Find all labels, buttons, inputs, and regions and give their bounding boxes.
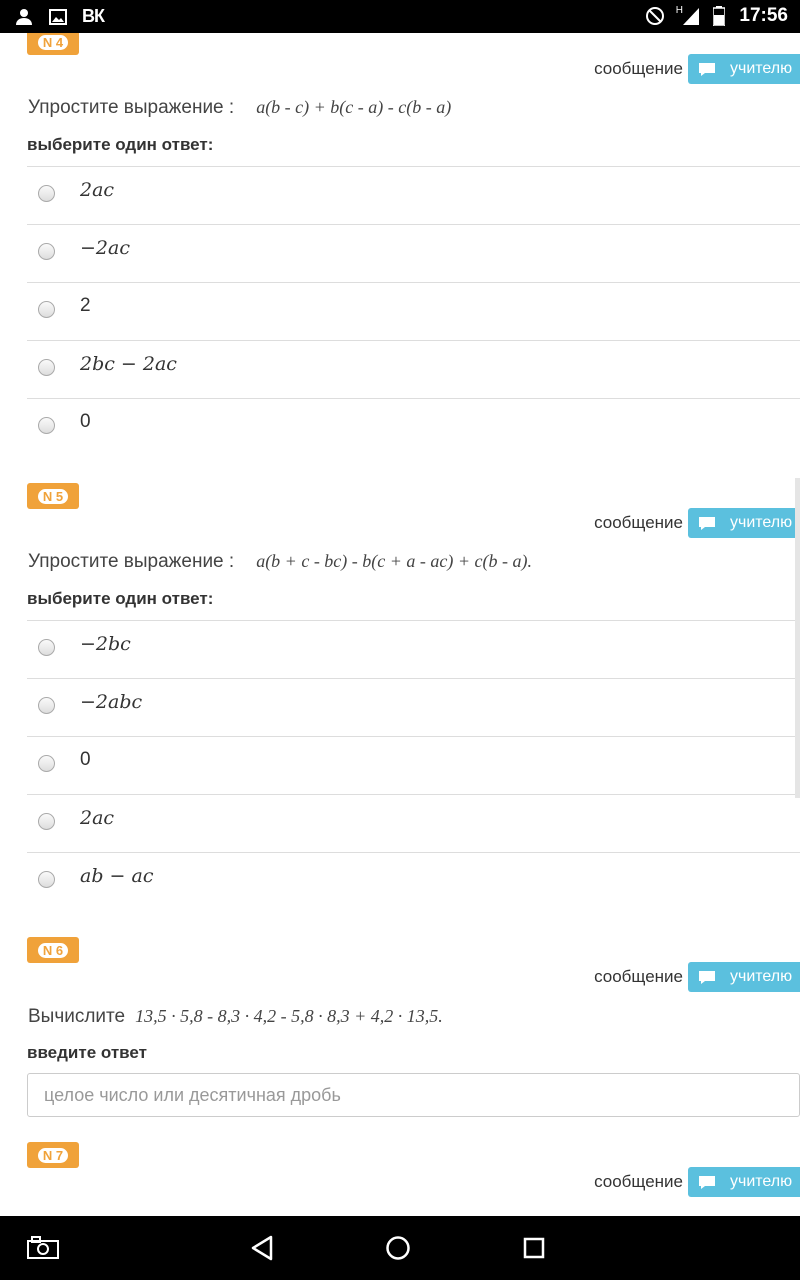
answer-option[interactable]: ab − ac xyxy=(27,852,800,910)
radio-button[interactable] xyxy=(38,755,55,772)
camera-icon[interactable] xyxy=(27,1232,59,1264)
status-bar xyxy=(0,0,800,33)
message-label: сообщение xyxy=(594,967,683,986)
answer-input[interactable] xyxy=(27,1073,800,1117)
quiz-content[interactable] xyxy=(0,33,800,1216)
radio-button[interactable] xyxy=(38,697,55,714)
network-type-label: H xyxy=(675,4,683,16)
task-expression: 13,5 · 5,8 - 8,3 · 4,2 - 5,8 · 8,3 + 4,2 · 13,5. xyxy=(135,1006,443,1026)
person-icon xyxy=(14,7,34,27)
radio-button[interactable] xyxy=(38,639,55,656)
back-icon[interactable] xyxy=(246,1232,278,1264)
choose-prompt: выберите один ответ: xyxy=(27,135,214,154)
question-number-badge: N 5 xyxy=(27,483,79,509)
answer-option[interactable]: −2ac xyxy=(27,224,800,282)
chat-bubble-icon xyxy=(698,62,716,76)
answer-option[interactable]: 0 xyxy=(27,736,800,794)
message-label: сообщение xyxy=(594,513,683,532)
radio-button[interactable] xyxy=(38,871,55,888)
task-text: Упростите выражение : a(b - c) + b(c - a) - c(b - a) xyxy=(28,97,452,118)
question-number-badge: N 6 xyxy=(27,937,79,963)
radio-button[interactable] xyxy=(38,185,55,202)
answer-prompt: введите ответ xyxy=(27,1043,147,1062)
task-expression: a(b - c) + b(c - a) - c(b - a) xyxy=(256,97,452,117)
answer-option[interactable]: 2 xyxy=(27,282,800,340)
message-teacher-row xyxy=(594,54,800,84)
scrollbar[interactable] xyxy=(795,478,800,798)
chat-bubble-icon xyxy=(698,516,716,530)
do-not-disturb-icon xyxy=(645,6,665,26)
signal-icon xyxy=(675,6,699,26)
choose-prompt: выберите один ответ: xyxy=(27,589,214,608)
chat-bubble-icon xyxy=(698,1175,716,1189)
message-teacher-row xyxy=(594,508,800,538)
answer-option[interactable]: −2abc xyxy=(27,678,800,736)
answer-options xyxy=(27,166,800,456)
vk-icon: ВК xyxy=(82,6,104,26)
answer-option[interactable]: 0 xyxy=(27,398,800,456)
message-teacher-button[interactable]: учителю xyxy=(688,508,800,538)
task-expression: a(b + c - bc) - b(c + a - ac) + c(b - a). xyxy=(256,551,533,571)
radio-button[interactable] xyxy=(38,417,55,434)
task-text: Упростите выражение : a(b + c - bc) - b(c + a - ac) + c(b - a). xyxy=(28,551,533,572)
message-teacher-button[interactable]: учителю xyxy=(688,1167,800,1197)
answer-option[interactable]: −2bc xyxy=(27,620,800,678)
message-teacher-button[interactable]: учителю xyxy=(688,962,800,992)
radio-button[interactable] xyxy=(38,813,55,830)
radio-button[interactable] xyxy=(38,243,55,260)
navigation-bar xyxy=(0,1216,800,1280)
answer-option[interactable]: 2bc − 2ac xyxy=(27,340,800,398)
image-icon xyxy=(48,7,68,27)
message-teacher-row xyxy=(594,1167,800,1197)
message-label: сообщение xyxy=(594,1172,683,1191)
message-teacher-row xyxy=(594,962,800,992)
question-number-badge: N 7 xyxy=(27,1142,79,1168)
radio-button[interactable] xyxy=(38,359,55,376)
recents-icon[interactable] xyxy=(518,1232,550,1264)
message-label: сообщение xyxy=(594,59,683,78)
message-teacher-button[interactable]: учителю xyxy=(688,54,800,84)
radio-button[interactable] xyxy=(38,301,55,318)
home-icon[interactable] xyxy=(382,1232,414,1264)
battery-icon xyxy=(709,6,729,26)
clock: 17:56 xyxy=(739,5,788,26)
chat-bubble-icon xyxy=(698,970,716,984)
answer-options xyxy=(27,620,800,910)
question-number-badge: N 4 xyxy=(27,33,79,55)
answer-option[interactable]: 2ac xyxy=(27,794,800,852)
answer-option[interactable]: 2ac xyxy=(27,166,800,224)
task-text: Вычислите 13,5 · 5,8 - 8,3 · 4,2 - 5,8 · 8,3 + 4,2 · 13,5. xyxy=(28,1006,443,1027)
